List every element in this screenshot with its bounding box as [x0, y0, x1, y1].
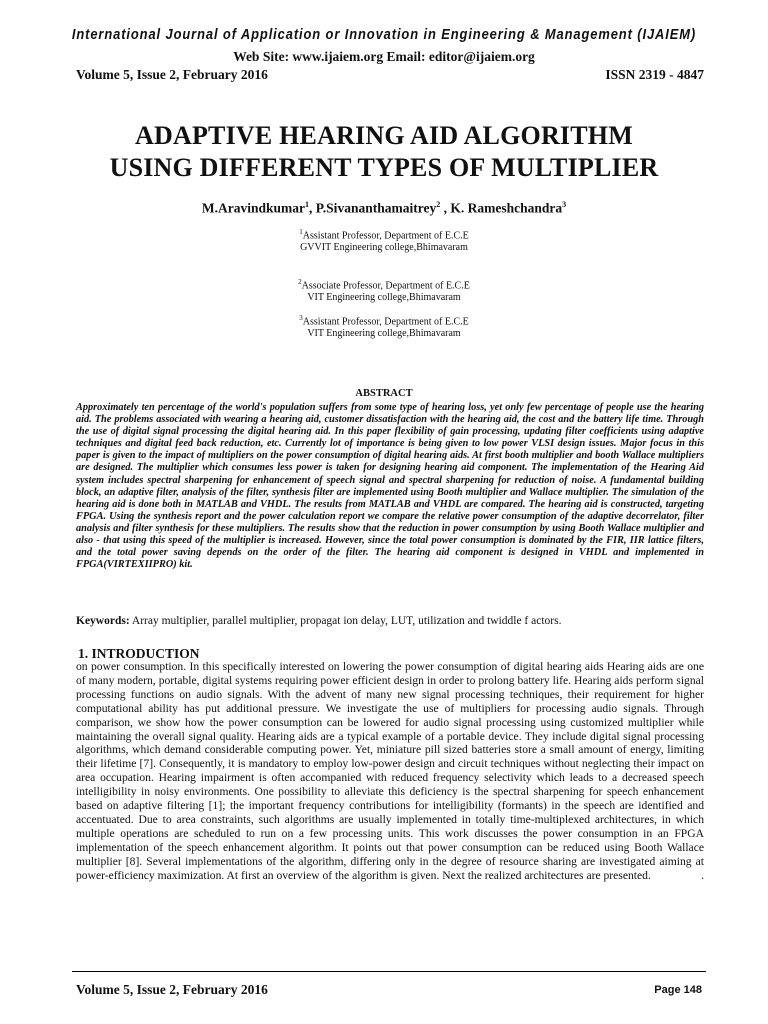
affiliation-3: [0, 312, 768, 340]
keywords-label: Keywords:: [76, 615, 130, 627]
issn: ISSN 2319 - 4847: [605, 67, 704, 82]
author-3: K. Rameshchandra: [450, 200, 563, 216]
page-number: Page 148: [654, 984, 702, 996]
affiliation-3-college: VIT Engineering college,Bhimavaram: [307, 328, 461, 340]
affiliation-2: [0, 276, 768, 304]
journal-title: International Journal of Application or Innovation in Engineering & Management (IJAIEM): [71, 26, 697, 43]
abstract-text: Approximately ten percentage of the world's population suffers from some type of hearing loss, yet only few percentage of people use the hearing aid. The problems associated with wearing a hearing aid, customer dissatisfaction with the hearing aid, the cost and the battery life time. Through the use of digital signal processing the digital hearing aid. In this paper flexibility of gain processing, updating filter coefficients using adaptive techniques and digital feed back reduction, etc. Currently lot of importance is being given to low power VLSI design issues. Major focus in this paper is given to the impact of multipliers on the power consumption of digital hearing aids. At first booth multiplier and booth Wallace multipliers are designed. The multiplier which consumes less power is taken for designing hearing aid component. The implementation of the Hearing Aid system includes spectral sharpening for enhancement of speech signal and spectral sharpening for reduction of noise. A fundamental building block, an adaptive filter, analysis of the filter, synthesis filter are implemented using Booth multiplier and Wallace multiplier. The simulation of the hearing aid is done both in MATLAB and VHDL. The results from MATLAB and VHDL are compared. The hearing aid is constructed, targeting FPGA. Using the synthesis report and the power calculation report we compare the relative power consumption of the adaptive decorrelator, filter analysis and filter synthesis for these multipliers. The results show that the reduction in power consumption by using Booth Wallace multiplier and also - that using this speed of the multiplier is increased. However, since the total power consumption is dominated by the FIR, IIR lattice filters, and the total power saving depends on the order of the filter. The hearing aid component is designed in VHDL and implemented in FPGA(VIRTEXIIPRO) kit.: [76, 402, 704, 571]
author-sep-1: ,: [309, 200, 316, 216]
introduction-body: on power consumption. In this specifically interested on lowering the power consumption of digital hearing aids Hearing aids are one of many modern, portable, digital systems requiring power efficient design in order to prolong battery life. Hearing aids perform signal processing functions on audio signals. With the advent of many new signal processing techniques, their requirement for higher computational ability has put additional pressure. We investigate the use of multipliers for processing audio signals. Through comparison, we show how the power consumption can be lowered for audio signal processing using customized multiplier while maintaining the overall signal quality. Hearing aids are a typical example of a portable device. They include digital signal processing algorithms, which demand considerable computing power. Yet, miniature pill sized batteries store a small amount of energy, limiting their lifetime [7]. Consequently, it is mandatory to employ low-power design and circuit techniques without neglecting their impact on area occupation. Hearing impairment is often accompanied with reduced frequency selectivity which leads to a decreased speech intelligibility in noisy environments. One possibility to alleviate this deficiency is the spectral sharpening for speech enhancement based on adaptive filtering [1]; the important frequency contributions for intelligibility (formants) in the speech are identified and accentuated. Due to area constraints, such algorithms are usually implemented in totally time-multiplexed architectures, in which multiple operations are scheduled to run on a few processing units. This work discusses the power consumption in an FPGA implementation of the speech enhancement algorithm. It points out that power consumption can be reduced using Booth Wallace multiplier [8]. Several implementations of the algorithm, differing only in the degree of resource sharing are investigated aiming at power-efficiency maximization. At first an overview of the algorithm is given. Next the realized architectures are presented.: [76, 660, 704, 882]
author-list: [0, 200, 768, 217]
author-1-sup: 1: [305, 200, 310, 209]
affiliation-2-sup: 2: [298, 278, 302, 286]
affiliation-3-sup: 3: [299, 314, 303, 322]
affiliation-3-dept: Assistant Professor, Department of E.C.E: [302, 316, 469, 328]
author-2: P.Sivananthamaitrey: [315, 200, 437, 216]
affiliation-1-college: GVVIT Engineering college,Bhimavaram: [300, 242, 468, 254]
introduction-text: [76, 660, 704, 883]
affiliation-1-dept: Assistant Professor, Department of E.C.E: [302, 230, 469, 242]
volume-issue: Volume 5, Issue 2, February 2016: [76, 67, 268, 82]
keywords-text: Array multiplier, parallel multiplier, propagat ion delay, LUT, utilization and twiddle f actors.: [129, 615, 562, 627]
affiliation-2-dept: Associate Professor, Department of E.C.E: [301, 280, 470, 292]
affiliation-1: [0, 226, 768, 254]
keywords: [76, 615, 704, 627]
title-line-1: ADAPTIVE HEARING AID ALGORITHM: [135, 121, 633, 150]
affiliation-2-college: VIT Engineering college,Bhimavaram: [307, 292, 461, 304]
author-3-sup: 3: [562, 200, 567, 209]
paper-title: [60, 120, 708, 184]
author-2-sup: 2: [436, 200, 441, 209]
footer-rule: [72, 971, 706, 972]
affiliation-1-sup: 1: [299, 228, 303, 236]
author-1: M.Aravindkumar: [201, 200, 306, 216]
journal-website: Web Site: www.ijaiem.org Email: editor@ijaiem.org: [233, 49, 535, 64]
footer-volume: Volume 5, Issue 2, February 2016: [76, 982, 268, 997]
introduction-heading: 1. INTRODUCTION: [78, 646, 200, 661]
author-sep-2: ,: [440, 200, 451, 216]
introduction-trail: .: [701, 868, 704, 882]
abstract-heading: ABSTRACT: [355, 388, 413, 399]
title-line-2: USING DIFFERENT TYPES OF MULTIPLIER: [109, 153, 659, 182]
